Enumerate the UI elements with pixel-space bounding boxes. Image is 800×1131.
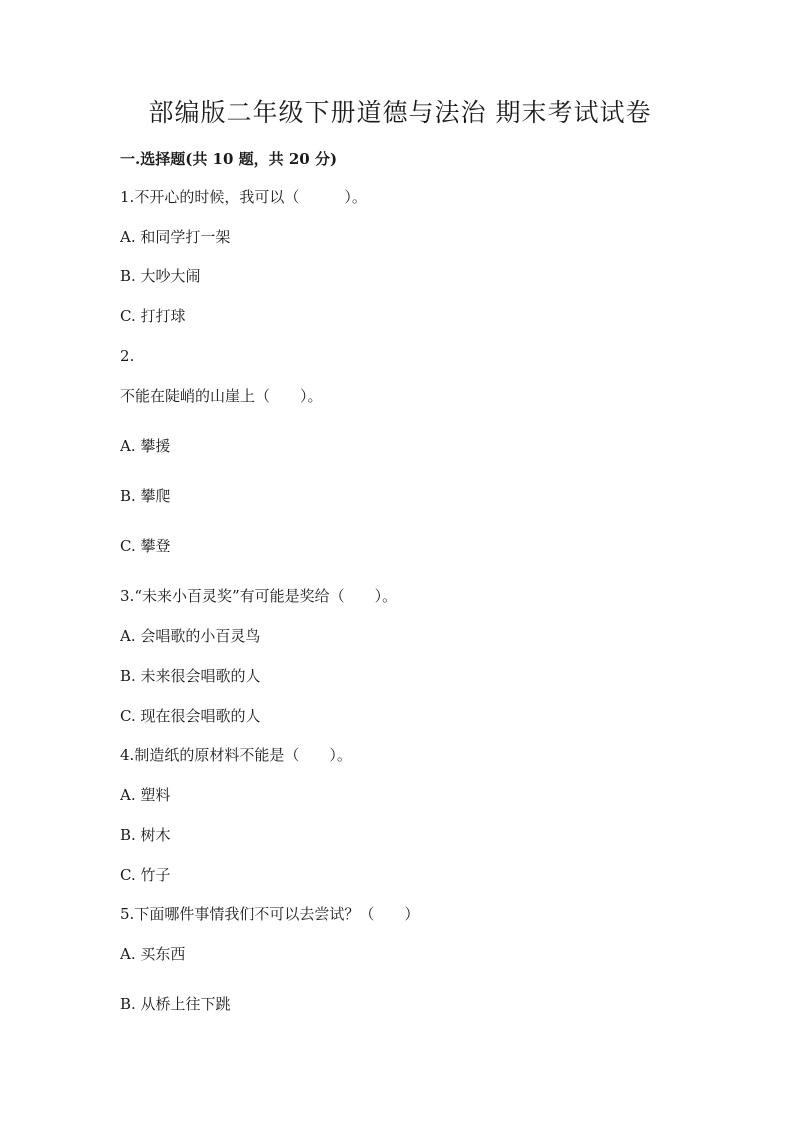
question-5-option-a: A. 买东西	[120, 945, 186, 963]
question-4-option-c: C. 竹子	[120, 866, 171, 884]
question-text: 下面哪件事情我们不可以去尝试？（ ）	[134, 905, 420, 923]
question-1-option-b: B. 大吵大闹	[120, 267, 201, 285]
section-heading: 一.选择题(共 10 题，共 20 分)	[120, 150, 338, 168]
question-4-stem	[120, 745, 352, 765]
question-number: 5.	[120, 905, 135, 923]
question-2-option-a: A. 攀援	[120, 437, 171, 455]
question-2-number: 2.	[120, 347, 135, 365]
question-3-option-b: B. 未来很会唱歌的人	[120, 667, 261, 685]
question-text: 制造纸的原材料不能是（ ）。	[134, 746, 352, 764]
question-number: 3.	[120, 587, 135, 605]
question-1-option-c: C. 打打球	[120, 307, 186, 325]
question-text: “未来小百灵奖”有可能是奖给（ ）。	[134, 587, 398, 605]
question-3-stem	[120, 586, 397, 606]
question-number: 4.	[120, 746, 135, 764]
question-5-option-b: B. 从桥上往下跳	[120, 995, 231, 1013]
question-1-stem	[120, 187, 367, 207]
question-5-stem	[120, 904, 419, 924]
question-4-option-b: B. 树木	[120, 826, 171, 844]
question-3-option-c: C. 现在很会唱歌的人	[120, 707, 261, 725]
question-3-option-a: A. 会唱歌的小百灵鸟	[120, 627, 261, 645]
question-1-option-a: A. 和同学打一架	[120, 228, 231, 246]
exam-title: 部编版二年级下册道德与法治 期末考试试卷	[148, 98, 652, 127]
question-2-option-c: C. 攀登	[120, 537, 171, 555]
question-text: 不开心的时候，我可以（ ）。	[134, 188, 367, 206]
question-2-stem: 不能在陡峭的山崖上（ ）。	[120, 387, 323, 405]
question-2-option-b: B. 攀爬	[120, 487, 171, 505]
question-4-option-a: A. 塑料	[120, 786, 171, 804]
question-number: 1.	[120, 188, 135, 206]
